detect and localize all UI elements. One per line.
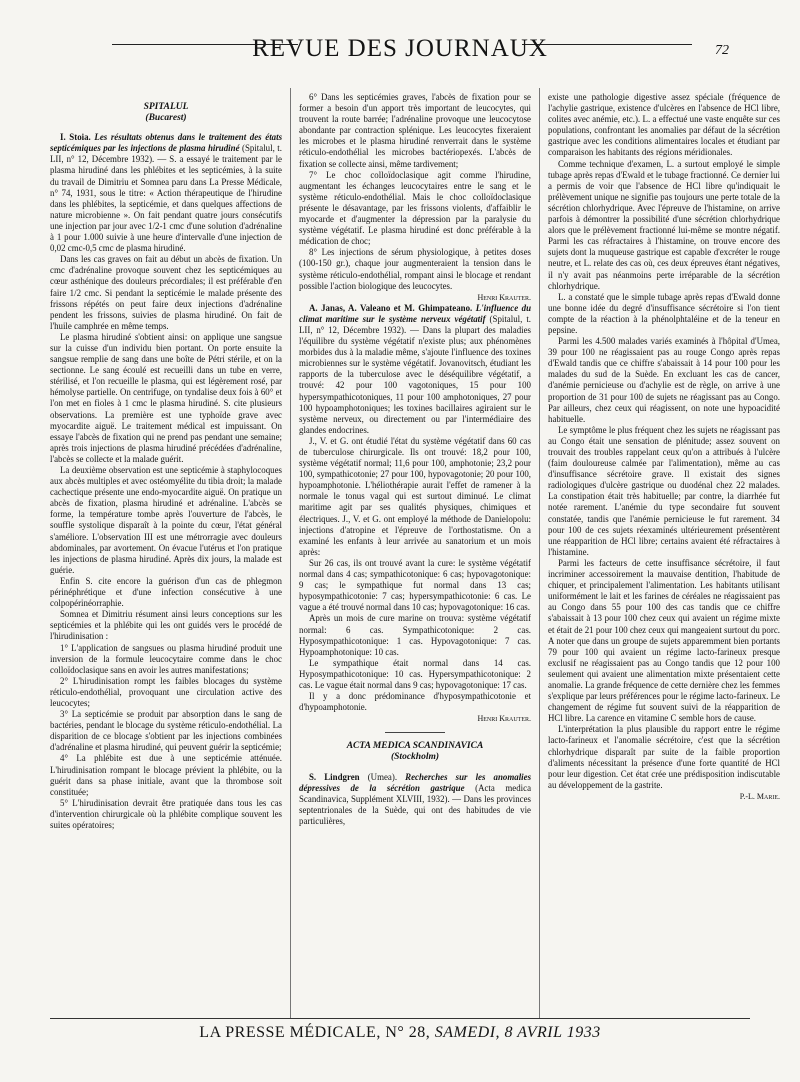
article-paragraph: Après un mois de cure marine on trouva: système végétatif normal: 6 cas. Sympathicotonique: 2 cas. Hyposympathicotonique: 1 cas. Hypovagotonique: 7 cas. Hypoamphotonique: 10 cas.	[299, 613, 531, 657]
article-paragraph: Parmi les 4.500 malades variés examinés à l'hôpital d'Umea, 39 pour 100 ne réagissaient pas au rouge Congo après repas d'Ewald tandis que ce chiffre s'abaissait à 14 pour 100 pour les malades du sud de la Suède. En excluant les cas de cancer, d'anémie pernicieuse ou d'achylie est de règle, on arrive à une proportion de 31 pour 100 de sujets ne réagissant pas au Congo. Par ailleurs, chez ceux qui réagissent, on note une hypoacidité habituelle.	[548, 336, 780, 424]
page-number: 72	[715, 43, 729, 58]
article-paragraph: Il y a donc prédominance d'hyposympathicotonie et d'hypoamphotonie.	[299, 691, 531, 713]
article-paragraph: Enfin S. cite encore la guérison d'un cas de phlegmon périnéphrétique et d'une infection consécutive à une colpopérinéorraphie.	[50, 575, 282, 609]
article-paragraph: Le plasma hirudiné s'obtient ainsi: on applique une sangsue sur la cuisse d'un individu bien portant. On porte ensuite la sangsue remplie de sang dans une boîte de Pétri stérile, et on la sectionne. Le sang écoulé est recueilli dans un tube en verre, stérilisé, et l'on recueille le plasma, qui est légèrement rosé, par hémolyse partielle. On centrifuge, on tyndalise deux fois à 60° et l'on met en fioles à 1 cmc le plasma hirudiné. S. cite plusieurs observations. La première est une typhoïde grave avec myocardite aiguë. Le traitement médical est impuissant. On essaye l'abcès de fixation qui ne prend pas pendant une semaine; après trois injections de plasma hirudiné précédées d'adrénaline, l'abcès se collecte et la malade guérit.	[50, 331, 282, 464]
article-paragraph: Somnea et Dimitriu résument ainsi leurs conceptions sur les septicémies et la phlébite qui les ont guidés vers le procédé de l'hirudinisation :	[50, 609, 282, 642]
article-paragraph: 6° Dans les septicémies graves, l'abcès de fixation pour se former a besoin d'un apport très important de leucocytes, qui trouvent la route barrée; l'adrénaline provoque une leucocytose abondante par contraction splénique. Les leucocytes fixeraient les microbes et le plasma hirudiné renverrait dans le système réticulo-endothélial les microbes bactériopexés. L'abcès de fixation se collecte ainsi, même tardivement;	[299, 92, 531, 169]
article-paragraph: existe une pathologie digestive assez spéciale (fréquence de l'achylie gastrique, existence d'ulcères en l'absence de HCl libre, colites avec anémie, etc.). L. a effectué une vaste enquête sur ces populations, confrontant les anomalies par défaut de la sécrétion gastrique avec les conditions alimentaires locales et étudiant par comparaison les habitants des régions méridionales.	[548, 92, 780, 158]
section-title: ACTA MEDICA SCANDINAVICA	[346, 741, 484, 752]
column-2	[299, 92, 531, 1010]
article-title: Recherches sur les anomalies dépressives de la sécrétion gastrique	[299, 771, 531, 793]
article-paragraph: 1° L'application de sangsues ou plasma hirudiné produit une inversion de la formule leucocytaire comme dans le choc colloïdoclasique sans en avoir les autres manifestations;	[50, 642, 282, 675]
article-paragraph	[299, 303, 531, 436]
article-paragraph: J., V. et G. ont étudié l'état du système végétatif dans 60 cas de tuberculose chirurgicale. Ils ont trouvé: 18,2 pour 100, système végétatif normal; 11,6 pour 100, amphotonie; 23,2 pour 100, sympathicotonie; 27 pour 100, hypovagotonie; 20 pour 100, hypoamphotonie. L'héliothérapie aurait l'effet de ramener à la normale le tonus vagal qui est surtout diminué. Le climat maritime agit par ses qualités physiques, chimiques et électriques. J., V. et G. ont employé la méthode de Danielopolu: injections d'atropine et l'épreuve de l'orthostatisme. On a examiné les enfants à leur arrivée au sanatorium et un mois après:	[299, 435, 531, 557]
section-subtitle: (Bucarest)	[145, 113, 187, 124]
article-paragraph	[50, 132, 282, 254]
article-author: A. Janas, A. Valeano et M. Ghimpateano.	[309, 302, 473, 313]
article-paragraph: 3° La septicémie se produit par absorption dans le sang de bactéries, pendant le blocage du système réticulo-endothélial. La disparition de ce blocage s'obtient par les injections combinées d'adrénaline et plasma hirudiné, qui peuvent guérir la septicémie;	[50, 709, 282, 753]
article-author-city: (Umea).	[367, 771, 398, 782]
article-paragraph: La deuxième observation est une septicémie à staphylocoques aux abcès multiples et avec ostéomyélite du tibia droit; la malade cachectique présente une endo-myocardite aiguë. On pratique un abcès de fixation, plasma hirudiné et adrénaline. L'abcès se forme, la température tombe après l'ouverture de l'abcès, le souffle systolique disparaît à la pointe du cœur, l'état général s'améliore. L'observation III est une métrorragie avec douleurs abdominales, par avortement. On évacue l'utérus et l'on pratique les injections de plasma hirudiné. Après dix jours, la malade est guérie.	[50, 465, 282, 575]
article-title: Les résultats obtenus dans le traitement des états septicémiques par les injections de plasma hirudiné	[50, 132, 282, 154]
article-paragraph: Comme technique d'examen, L. a surtout employé le simple tubage après repas d'Ewald et le tubage fractionné. Ce dernier lui a permis de voir que l'absence de HCl libre qu'indiquait le prélèvement unique ne signifie pas toujours une perte totale de la sécrétion chlorhydrique. Avec l'épreuve de l'histamine, on arrive parfois à démontrer la possibilité d'une sécrétion chlorhydrique alors que le prélèvement fractionné lui-même se montre négatif. Parmi les cas réfractaires à l'histamine, on trouve encore des sujets dont la muqueuse gastrique est capable d'excréter le rouge neutre, et L. relate des cas où, ces deux épreuves étant négatives, il n'y avait pas néanmoins perte irréparable de la sécrétion chlorhydrique.	[548, 158, 780, 291]
article-paragraph: 5° L'hirudinisation devrait être pratiquée dans tous les cas d'intervention chirurgicale où la phlébite complique souvent les suites opératoires;	[50, 797, 282, 830]
article-author: I. Stoia.	[60, 132, 91, 143]
article-text: (Spitalul, t. LII, n° 12, Décembre 1932). — S. a essayé le traitement par le plasma hirudiné dans les phlébites et les septicémies, à la suite du travail de Dimitriu et Somnea paru dans La Presse Médicale, n° 74, 1931, sous le titre: « Action thérapeutique de l'hirudine dans les phlébites, la septicémie, et dans quelques affections de nature microbienne ». On fait pendant quatre jours consécutifs une injection par jour avec 1/2-1 cmc d'une solution d'adrénaline à 1 pour 1.000 suivie à une heure d'intervalle d'une injection de 0,02 cmc-0,5 cmc de plasma hirudiné.	[50, 143, 282, 254]
column-1	[50, 92, 282, 1010]
article-paragraph: L'interprétation la plus plausible du rapport entre le régime lacto-farineux et l'anomalie sécrétoire, c'est que la sécrétion chlorhydrique disparaît par suite de la faible proportion d'aliments nécessitant la présence d'une forte quantité de HCl pour leur digestion. Cet état crée une prédisposition indiscutable au développement de la gastrite.	[548, 724, 780, 790]
article-paragraph: 8° Les injections de sérum physiologique, à petites doses (100-150 gr.), chaque jour augmenteraient la tension dans le système réticulo-endothélial, rompant ainsi le blocage et rendant possible l'action biologique des leucocytes.	[299, 247, 531, 291]
article-paragraph: Dans les cas graves on fait au début un abcès de fixation. Un cmc d'adrénaline provoque souvent chez les septicémiques au cœur asthénique des douleurs précordiales; il est préférable d'en faire 1/2 cmc. Si pendant la septicémie le malade présente des frissons répétés on peut faire deux injections d'adrénaline pendent les frissons, suivies de plasma hirudiné. On fait de l'huile camphrée en même temps.	[50, 254, 282, 331]
column-3	[548, 92, 780, 1010]
article-text: (Spitalul, t. LII, n° 12, Décembre 1932). — Dans la plupart des maladies l'équilibre du système végétatif n'existe plus; aux phénomènes morbides dus à la maladie même, s'ajoute l'influence des toxines microbiennes sur le système végétatif. Jovanovitsch, étudiant les rapports de la tuberculose avec le déséquilibre végétatif, a trouvé: 42 pour 100 vagotoniques, 15 pour 100 hypersympathicotoniques, 11 pour 100 amphotoniques, 27 pour 100 hypoamphotoniques; les toxines bacillaires agiraient sur le système nerveux, ou directement ou par l'intermédiaire des glandes endocrines.	[299, 313, 531, 435]
article-text: (Acta medica Scandinavica, Supplément XLVIII, 1932). — Dans les provinces septentrionales de la Suède, qui ont des habitudes de vie particulières,	[299, 782, 531, 826]
section-title: SPITALUL	[143, 102, 189, 112]
page-title: REVUE DES JOURNAUX	[252, 35, 548, 62]
article-author: S. Lindgren	[309, 771, 360, 782]
article-signature: P.-L. Marie.	[739, 791, 780, 801]
article-signature: Henri Krauter.	[477, 714, 531, 724]
article-paragraph: 2° L'hirudinisation rompt les faibles blocages du système réticulo-endothélial, provoquant une circulation active des leucocytes;	[50, 675, 282, 708]
page-footer	[0, 1024, 800, 1042]
article-paragraph: 4° La phlébite est due à une septicémie atténuée. L'hirudinisation rompant le blocage prévient la phlébite, ou la guérit dans sa phase initiale, avant que la thrombose soit constituée;	[50, 753, 282, 797]
section-subtitle: (Stockholm)	[390, 752, 440, 763]
article-paragraph: Le sympathique était normal dans 14 cas. Hyposympathicotonique: 10 cas. Hypersympathicotonique: 2 cas. Le vague était normal dans 9 cas; hypovagotonique: 17 cas.	[299, 657, 531, 690]
section-divider	[385, 732, 445, 733]
article-paragraph: 7° Le choc colloïdoclasique agit comme l'hirudine, augmentant les échanges leucocytaires entre le sang et le système réticulo-endothélial. Mais le choc colloïdoclasique présente le désavantage, par les frissons violents, d'affaiblir le myocarde et d'augmenter la dépression par la paralysie du système végétatif. Le plasma hirudiné est donc préférable à la médication de choc;	[299, 169, 531, 247]
column-divider	[290, 88, 291, 1018]
footer-journal: LA PRESSE MÉDICALE, N° 28,	[199, 1024, 431, 1041]
footer-rule	[50, 1018, 750, 1019]
article-signature: Henri Krauter.	[477, 292, 531, 302]
article-paragraph: Parmi les facteurs de cette insuffisance sécrétoire, il faut incriminer accessoirement la mauvaise dentition, l'habitude de chiquer, et principalement l'alimentation. Les habitants utilisant uniformément le lait et les farines de céréales ne réagissaient pas au Congo dans 55 pour 100 des cas tandis que ce chiffre s'abaissait à 13 pour 100 chez ceux qui avaient un régime mixte et était de 21 pour 100 chez ceux qui mangeaient surtout du porc. A noter que dans un groupe de sujets apparemment bien portants 79 pour 100 qui avaient un régime lacto-farineux presque exclusif ne réagissaient pas au Congo tandis que 12 pour 100 seulement qui avaient une alimentation mixte présentaient cette anomalie. La grande fréquence de cette dernière chez les femmes s'explique par leurs préférences pour le régime lacto-farineux. Le changement de régime fut souvent suivi de la réapparition de HCl libre. La carence en vitamine C semble hors de cause.	[548, 557, 780, 724]
article-title: L'influence du climat maritime sur le système nerveux végétatif	[299, 302, 531, 324]
column-divider	[539, 88, 540, 1018]
article-paragraph: L. a constaté que le simple tubage après repas d'Ewald donne une bonne idée du degré d'insuffisance sécrétoire si l'on tient compte de la réaction à la phénolphtaléine et de la teneur en pepsine.	[548, 291, 780, 335]
article-paragraph: Sur 26 cas, ils ont trouvé avant la cure: le système végétatif normal dans 4 cas; sympathicotonique: 6 cas; hypovagotonique: 9 cas; le sympathique fut normal dans 13 cas; hyposympathicotonie: 7 cas; hypersympathicotonie: 6 cas. Le vague a été trouvé normal dans 10 cas; hypovagotonique: 16 cas.	[299, 557, 531, 613]
footer-date: SAMEDI, 8 AVRIL 1933	[434, 1024, 601, 1041]
article-paragraph: Le symptôme le plus fréquent chez les sujets ne réagissant pas au Congo était une sensation de plénitude; assez souvent on trouvait des troubles rappelant ceux qu'on a attribués à l'ulcère (faim douloureuse calmée par l'alimentation), même au cas d'insuffisance sécrétoire grave. Il existait des signes radiologiques d'ulcère gastrique ou duodénal chez 22 malades. La constipation était très habituelle; par contre, la diarrhée fut notée rarement. L'anémie du type secondaire fut souvent constatée, tandis que l'anémie pernicieuse le fut rarement. 34 pour 100 de ces sujets réexaminés ultérieurement présentèrent une réapparition de HCl libre; certains avaient été réfractaires à l'histamine.	[548, 424, 780, 557]
article-paragraph	[299, 772, 531, 827]
